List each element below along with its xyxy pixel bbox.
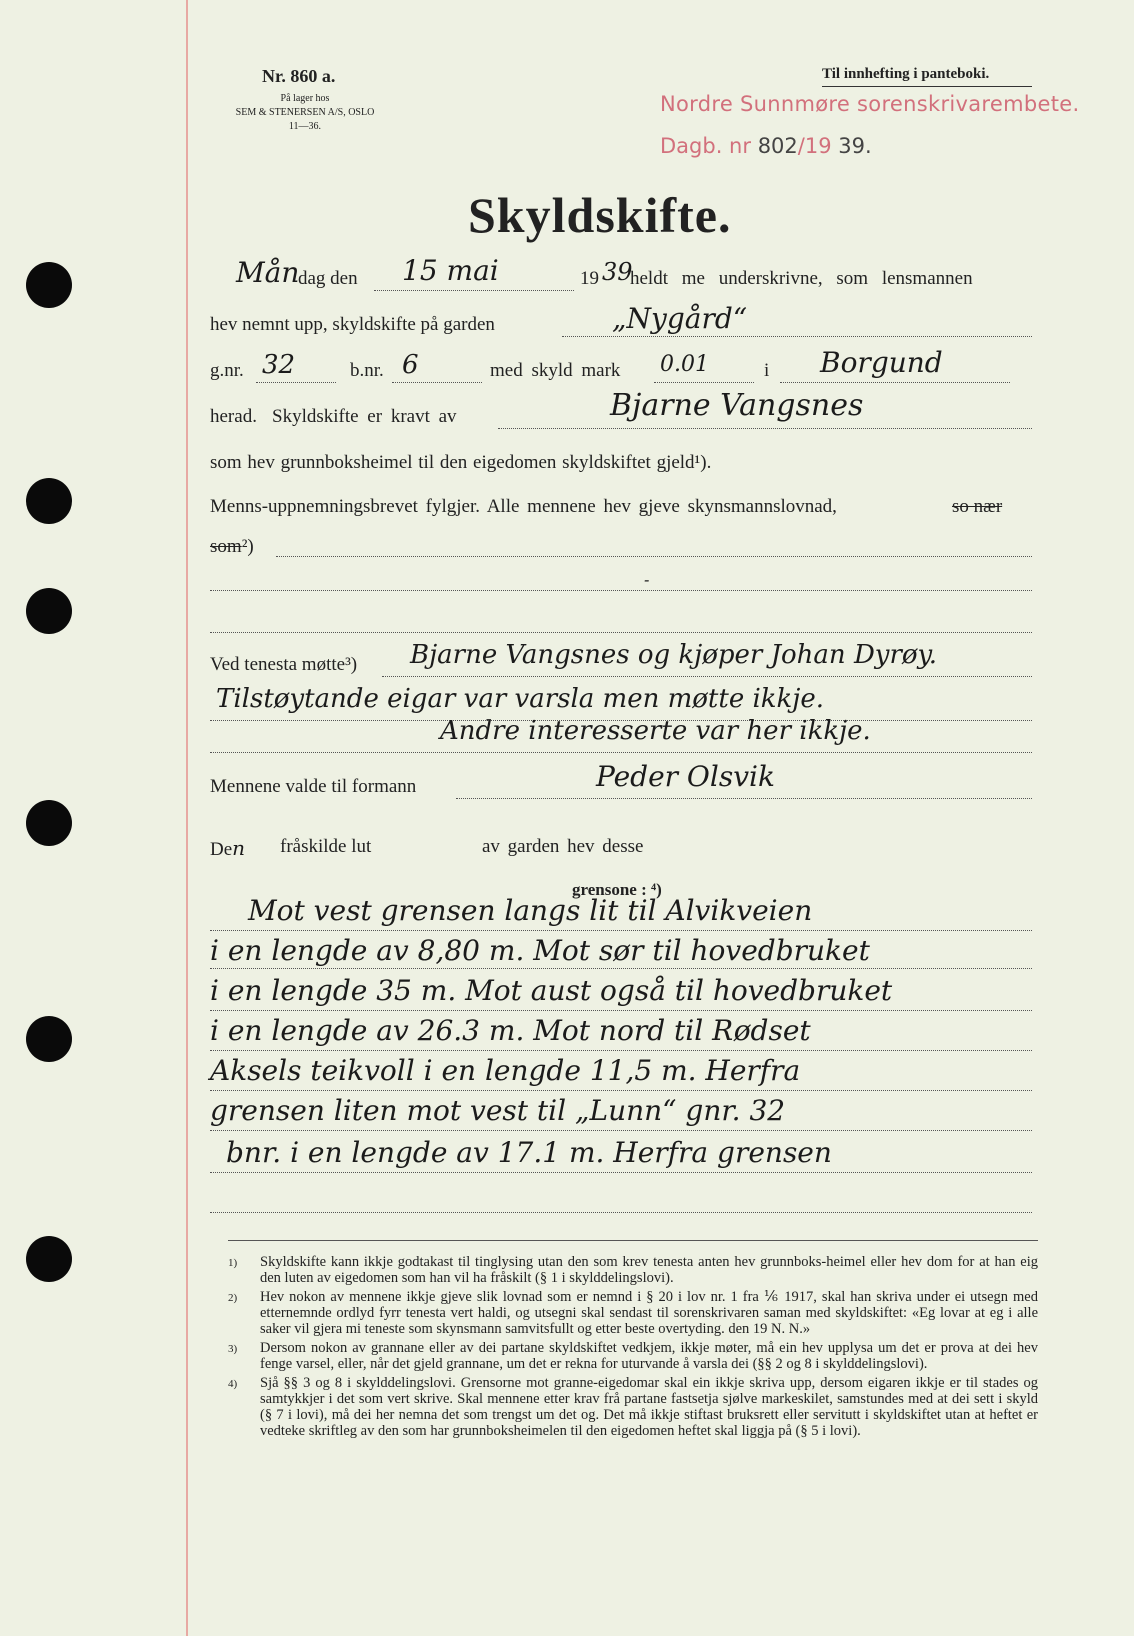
punch-hole [26,800,72,846]
fill-line [456,798,1032,799]
handwritten-neighbour-note: Tilstøytande eigar var varsla men møtte ikkje. [216,684,825,714]
footnote-text: Dersom nokon av grannane eller av dei partane skyldskiftet vedkjem, ikkje møter, må ein hev upplysa um det er prova at dei hev fenge varsel, eller, når det gjeld grannane, um det er rekna for uturvande å varsla dei (§§ 2 og 8 i skylddelingslovi). [260,1340,1038,1372]
fill-line [654,382,754,383]
fill-line [210,752,1032,753]
handwritten-requester: Bjarne Vangsnes [610,388,864,423]
printer-line: 11—36. [288,121,322,132]
struck-so-naer: so nær [952,496,1003,517]
footnote-number: 2) [228,1292,238,1304]
journal-prefix: Dagb. nr [660,134,751,158]
fill-line [210,968,1032,969]
footnotes [228,1254,1038,1442]
footnote-number: 4) [228,1378,238,1390]
handwritten-border-line: Aksels teikvoll i en lengde 11,5 m. Herfra [210,1054,801,1087]
handwritten-border-line: grensen liten mot vest til „Lunn“ gnr. 32 [210,1094,786,1127]
punch-hole [26,1236,72,1282]
label-hev-nemnt: hev nemnt upp, skyldskifte på garden [210,314,495,335]
binding-note: Til innhefting i panteboki. [822,66,990,82]
fill-line [210,930,1032,931]
handwritten-bnr: 6 [402,350,419,380]
fill-line [210,1212,1032,1213]
handwritten-farm: „Nygård“ [612,302,748,335]
label-den [210,836,245,861]
fill-line [210,632,1032,633]
footnote-separator [228,1240,1038,1241]
label-dag-den: dag den [298,268,358,289]
footnote-ref: ²) [241,536,254,557]
footnote-text: Sjå §§ 3 og 8 i skylddelingslovi. Grensorne mot granne-eigedomar skal ein ikkje skriva upp, dersom eigaren ikkje er til stades og samtykkjer i det som vert skrive. Skal mennene etter krav frå partane fastsetja sjølve markeskilet, samstundes med at dei sett i skyld (§ 7 i lovi), må dei her nemna det som trengst um det og. Det må ikkje stiftast bruksrett eller servitutt i skyldskiftet utan at heftet er vedteke skriftleg av den som har grunnboksheimelen til den eigedomen heftet skal liggja på (§ 5 i lovi). [260,1375,1038,1439]
label-i: i [764,360,770,381]
handwritten-year: 39 [602,258,633,286]
label-year-prefix: 19 [580,268,599,289]
handwritten-herad: Borgund [820,346,943,379]
label-menns: Menns-uppnemningsbrevet fylgjer. Alle mennene hev gjeve skynsmannslovnad, [210,496,837,517]
label-skyld: med skyld mark [490,360,621,381]
struck-som-text: som [210,536,242,557]
fill-line [210,1090,1032,1091]
punch-hole [26,1016,72,1062]
handwritten-border-line: i en lengde 35 m. Mot aust også til hovedbruket [210,974,893,1007]
footnote [228,1254,1038,1286]
journal-number: 802 [757,134,798,158]
handwritten-day: Mån [236,256,300,289]
label-ved-tenesta: Ved tenesta møtte³) [210,654,358,675]
label-herad: herad. [210,406,257,427]
punch-hole [26,588,72,634]
footnote [228,1375,1038,1439]
handwritten-den-suffix: n [232,836,246,860]
label-formann: Mennene valde til formann [210,776,417,797]
label-fraskilde: fråskilde lut [280,836,372,857]
footnote-number: 1) [228,1257,238,1269]
fill-line [210,1172,1032,1173]
fill-line [562,336,1032,337]
form-number: Nr. 860 a. [262,66,336,86]
struck-som [210,536,254,558]
label-grunnbok: som hev grunnboksheimel til den eigedomen skyldskiftet gjeld¹). [210,452,712,473]
fill-line [210,590,1032,591]
fill-line [210,1050,1032,1051]
punch-hole [26,478,72,524]
handwritten-chairman: Peder Olsvik [596,760,775,793]
handwritten-gnr: 32 [262,350,296,380]
handwritten-border-line: i en lengde av 26.3 m. Mot nord til Rødset [210,1014,811,1047]
footnote [228,1340,1038,1372]
label-gnr: g.nr. [210,360,244,381]
handwritten-border-line: i en lengde av 8,80 m. Mot sør til hovedbruket [210,934,870,967]
label-kravt: Skyldskifte er kravt av [272,406,457,427]
fill-line [374,290,574,291]
punch-hole [26,262,72,308]
binding-note-rule [822,86,1032,87]
office-stamp: Nordre Sunnmøre sorenskrivarembete. [660,92,1080,116]
label-av-garden: av garden hev desse [482,836,644,857]
footnote [228,1289,1038,1337]
footnote-text: Skyldskifte kann ikkje godtakast til tinglysing utan den som krev tenesta anten hev grunnboks-heimel eller hev dom for at han eig den luten av eigedomen som han vil ha fråskilt (§ 1 i skylddelingslovi). [260,1254,1038,1286]
handwritten-mark: - [644,570,650,589]
footnote-text: Hev nokon av mennene ikkje gjeve slik lovnad som er nemnd i § 20 i lov nr. 1 fra ⅙ 1917, skal han skriva under ei utsegn med etternemnde ordlyd fyrr tenesta vert haldi, og utsegni skal sendast til sorenskrivaren saman med skyldskiftet: «Eg lovar at eg i alle saker vil gjera mi teneste som skynsmann samvitsfullt og etter beste overtyding. den 19 N. N.» [260,1289,1038,1337]
document-title: Skyldskifte. [468,187,732,243]
handwritten-skyld: 0.01 [660,352,709,377]
journal-stamp [660,134,872,158]
handwritten-border-line: bnr. i en lengde av 17.1 m. Herfra grensen [226,1136,832,1169]
fill-line [210,1010,1032,1011]
label-bnr: b.nr. [350,360,384,381]
handwritten-attendees: Bjarne Vangsnes og kjøper Johan Dyrøy. [410,640,938,670]
journal-year: 39. [838,134,872,158]
fill-line [276,556,1032,557]
journal-mid: /19 [797,134,832,158]
fill-line [256,382,336,383]
label-den-text: De [210,839,233,860]
handwritten-others-note: Andre interesserte var her ikkje. [440,716,871,746]
handwritten-border-line: Mot vest grensen langs lit til Alvikveien [248,894,813,927]
fill-line [780,382,1010,383]
margin-line [186,0,188,1636]
printer-line: SEM & STENERSEN A/S, OSLO [235,107,375,118]
fill-line [392,382,482,383]
label-heldt: heldt me underskrivne, som lensmannen [630,268,973,289]
label-grensone: grensone : ⁴) [572,880,662,899]
printer-line: På lager hos [280,93,330,104]
printer-imprint [220,92,390,134]
handwritten-date: 15 mai [402,254,499,287]
fill-line [382,676,1032,677]
fill-line [498,428,1032,429]
footnote-number: 3) [228,1343,238,1355]
fill-line [210,1130,1032,1131]
